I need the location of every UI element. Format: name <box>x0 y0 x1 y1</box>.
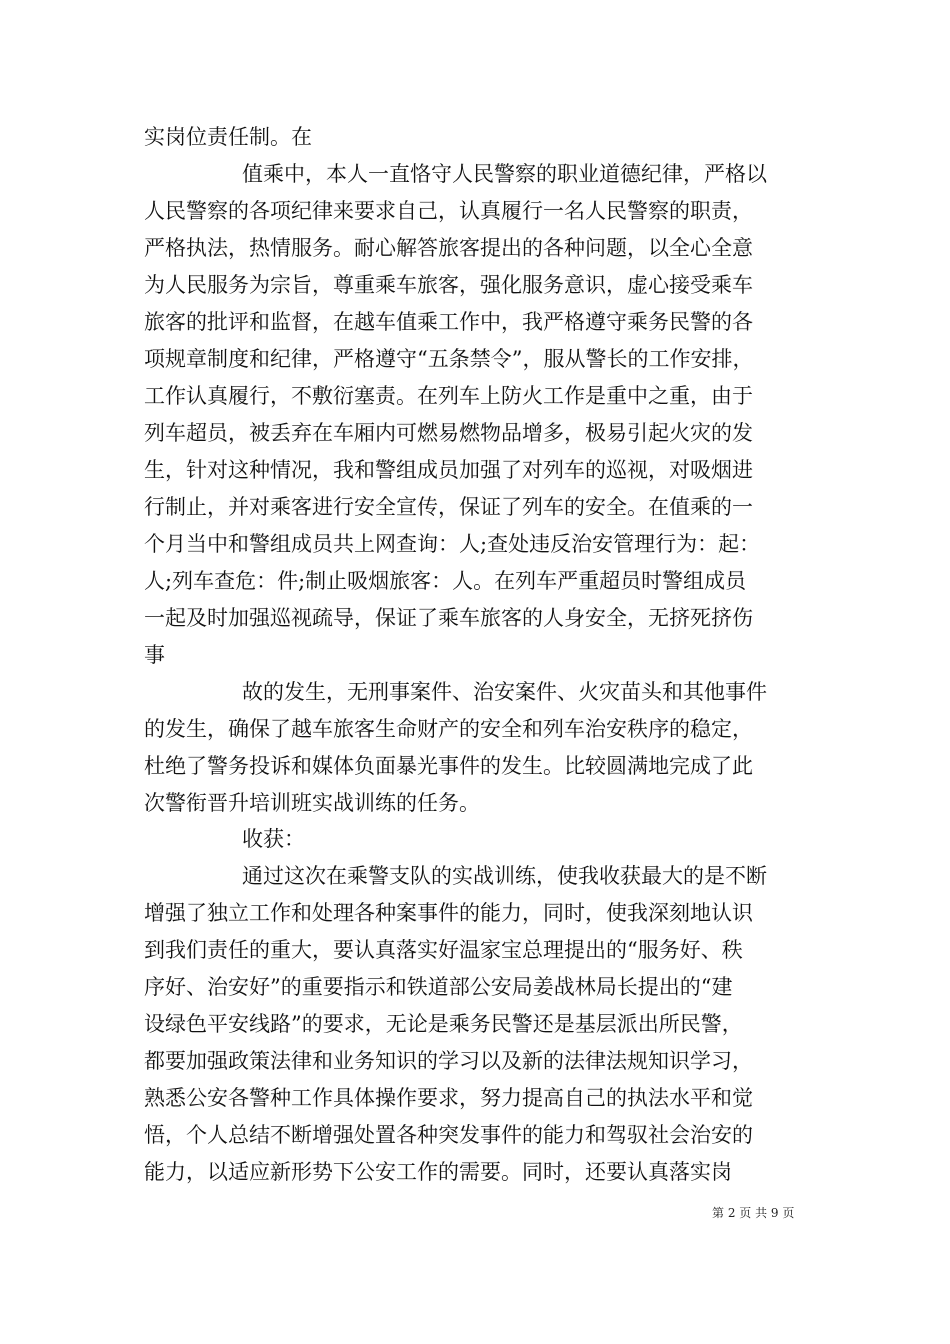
text-line: 次警衔晋升培训班实战训练的任务。 <box>144 791 480 815</box>
text-line: 实岗位责任制。在 <box>144 125 312 149</box>
text-line: 行制止，并对乘客进行安全宣传，保证了列车的安全。在值乘的一 <box>144 495 753 519</box>
text-line: 能力，以适应新形势下公安工作的需要。同时，还要认真落实岗 <box>144 1160 732 1184</box>
text-line: 旅客的批评和监督，在越车值乘工作中，我严格遵守乘务民警的各 <box>144 310 753 334</box>
text-line: 人;列车查危：件;制止吸烟旅客：人。在列车严重超员时警组成员 <box>144 569 747 593</box>
text-line: 人民警察的各项纪律来要求自己，认真履行一名人民警察的职责， <box>144 199 753 223</box>
text-line: 序好、治安好”的重要指示和铁道部公安局姜战林局长提出的“建 <box>144 975 733 999</box>
text-line: 生，针对这种情况，我和警组成员加强了对列车的巡视，对吸烟进 <box>144 458 753 482</box>
text-line: 一起及时加强巡视疏导，保证了乘车旅客的人身安全，无挤死挤伤 <box>144 606 753 630</box>
paragraph-block-2 <box>144 674 816 822</box>
text-line: 严格执法，热情服务。耐心解答旅客提出的各种问题，以全心全意 <box>144 236 753 260</box>
text-line: 设绿色平安线路”的要求，无论是乘务民警还是基层派出所民警， <box>144 1012 743 1036</box>
text-line: 增强了独立工作和处理各种案事件的能力，同时，使我深刻地认识 <box>144 901 753 925</box>
text-line: 通过这次在乘警支队的实战训练，使我收获最大的是不断 <box>242 864 767 888</box>
text-line: 杜绝了警务投诉和媒体负面暴光事件的发生。比较圆满地完成了此 <box>144 754 753 778</box>
text-line: 的发生，确保了越车旅客生命财产的安全和列车治安秩序的稳定， <box>144 717 753 741</box>
text-line: 悟，个人总结不断增强处置各种突发事件的能力和驾驭社会治安的 <box>144 1123 753 1147</box>
text-line: 值乘中，本人一直恪守人民警察的职业道德纪律，严格以 <box>242 162 767 186</box>
text-line: 事 <box>144 643 165 667</box>
section-heading-block <box>144 821 816 858</box>
paragraph-block-1 <box>144 119 816 674</box>
text-line: 列车超员，被丢弃在车厢内可燃易燃物品增多，极易引起火灾的发 <box>144 421 753 445</box>
text-line: 都要加强政策法律和业务知识的学习以及新的法律法规知识学习， <box>144 1049 753 1073</box>
paragraph-block-3 <box>144 858 816 1191</box>
text-line: 个月当中和警组成员共上网查询：人;查处违反治安管理行为：起： <box>144 532 761 556</box>
section-heading: 收获： <box>242 827 305 851</box>
text-line: 熟悉公安各警种工作具体操作要求，努力提高自己的执法水平和觉 <box>144 1086 753 1110</box>
text-line: 为人民服务为宗旨，尊重乘车旅客，强化服务意识，虚心接受乘车 <box>144 273 753 297</box>
text-line: 故的发生，无刑事案件、治安案件、火灾苗头和其他事件 <box>242 680 767 704</box>
text-line: 工作认真履行，不敷衍塞责。在列车上防火工作是重中之重，由于 <box>144 384 753 408</box>
text-line: 到我们责任的重大，要认真落实好温家宝总理提出的“服务好、秩 <box>144 938 743 962</box>
text-line: 项规章制度和纪律，严格遵守“五条禁令”，服从警长的工作安排， <box>144 347 754 371</box>
page-number-footer: 第 2 页 共 9 页 <box>712 1206 795 1220</box>
